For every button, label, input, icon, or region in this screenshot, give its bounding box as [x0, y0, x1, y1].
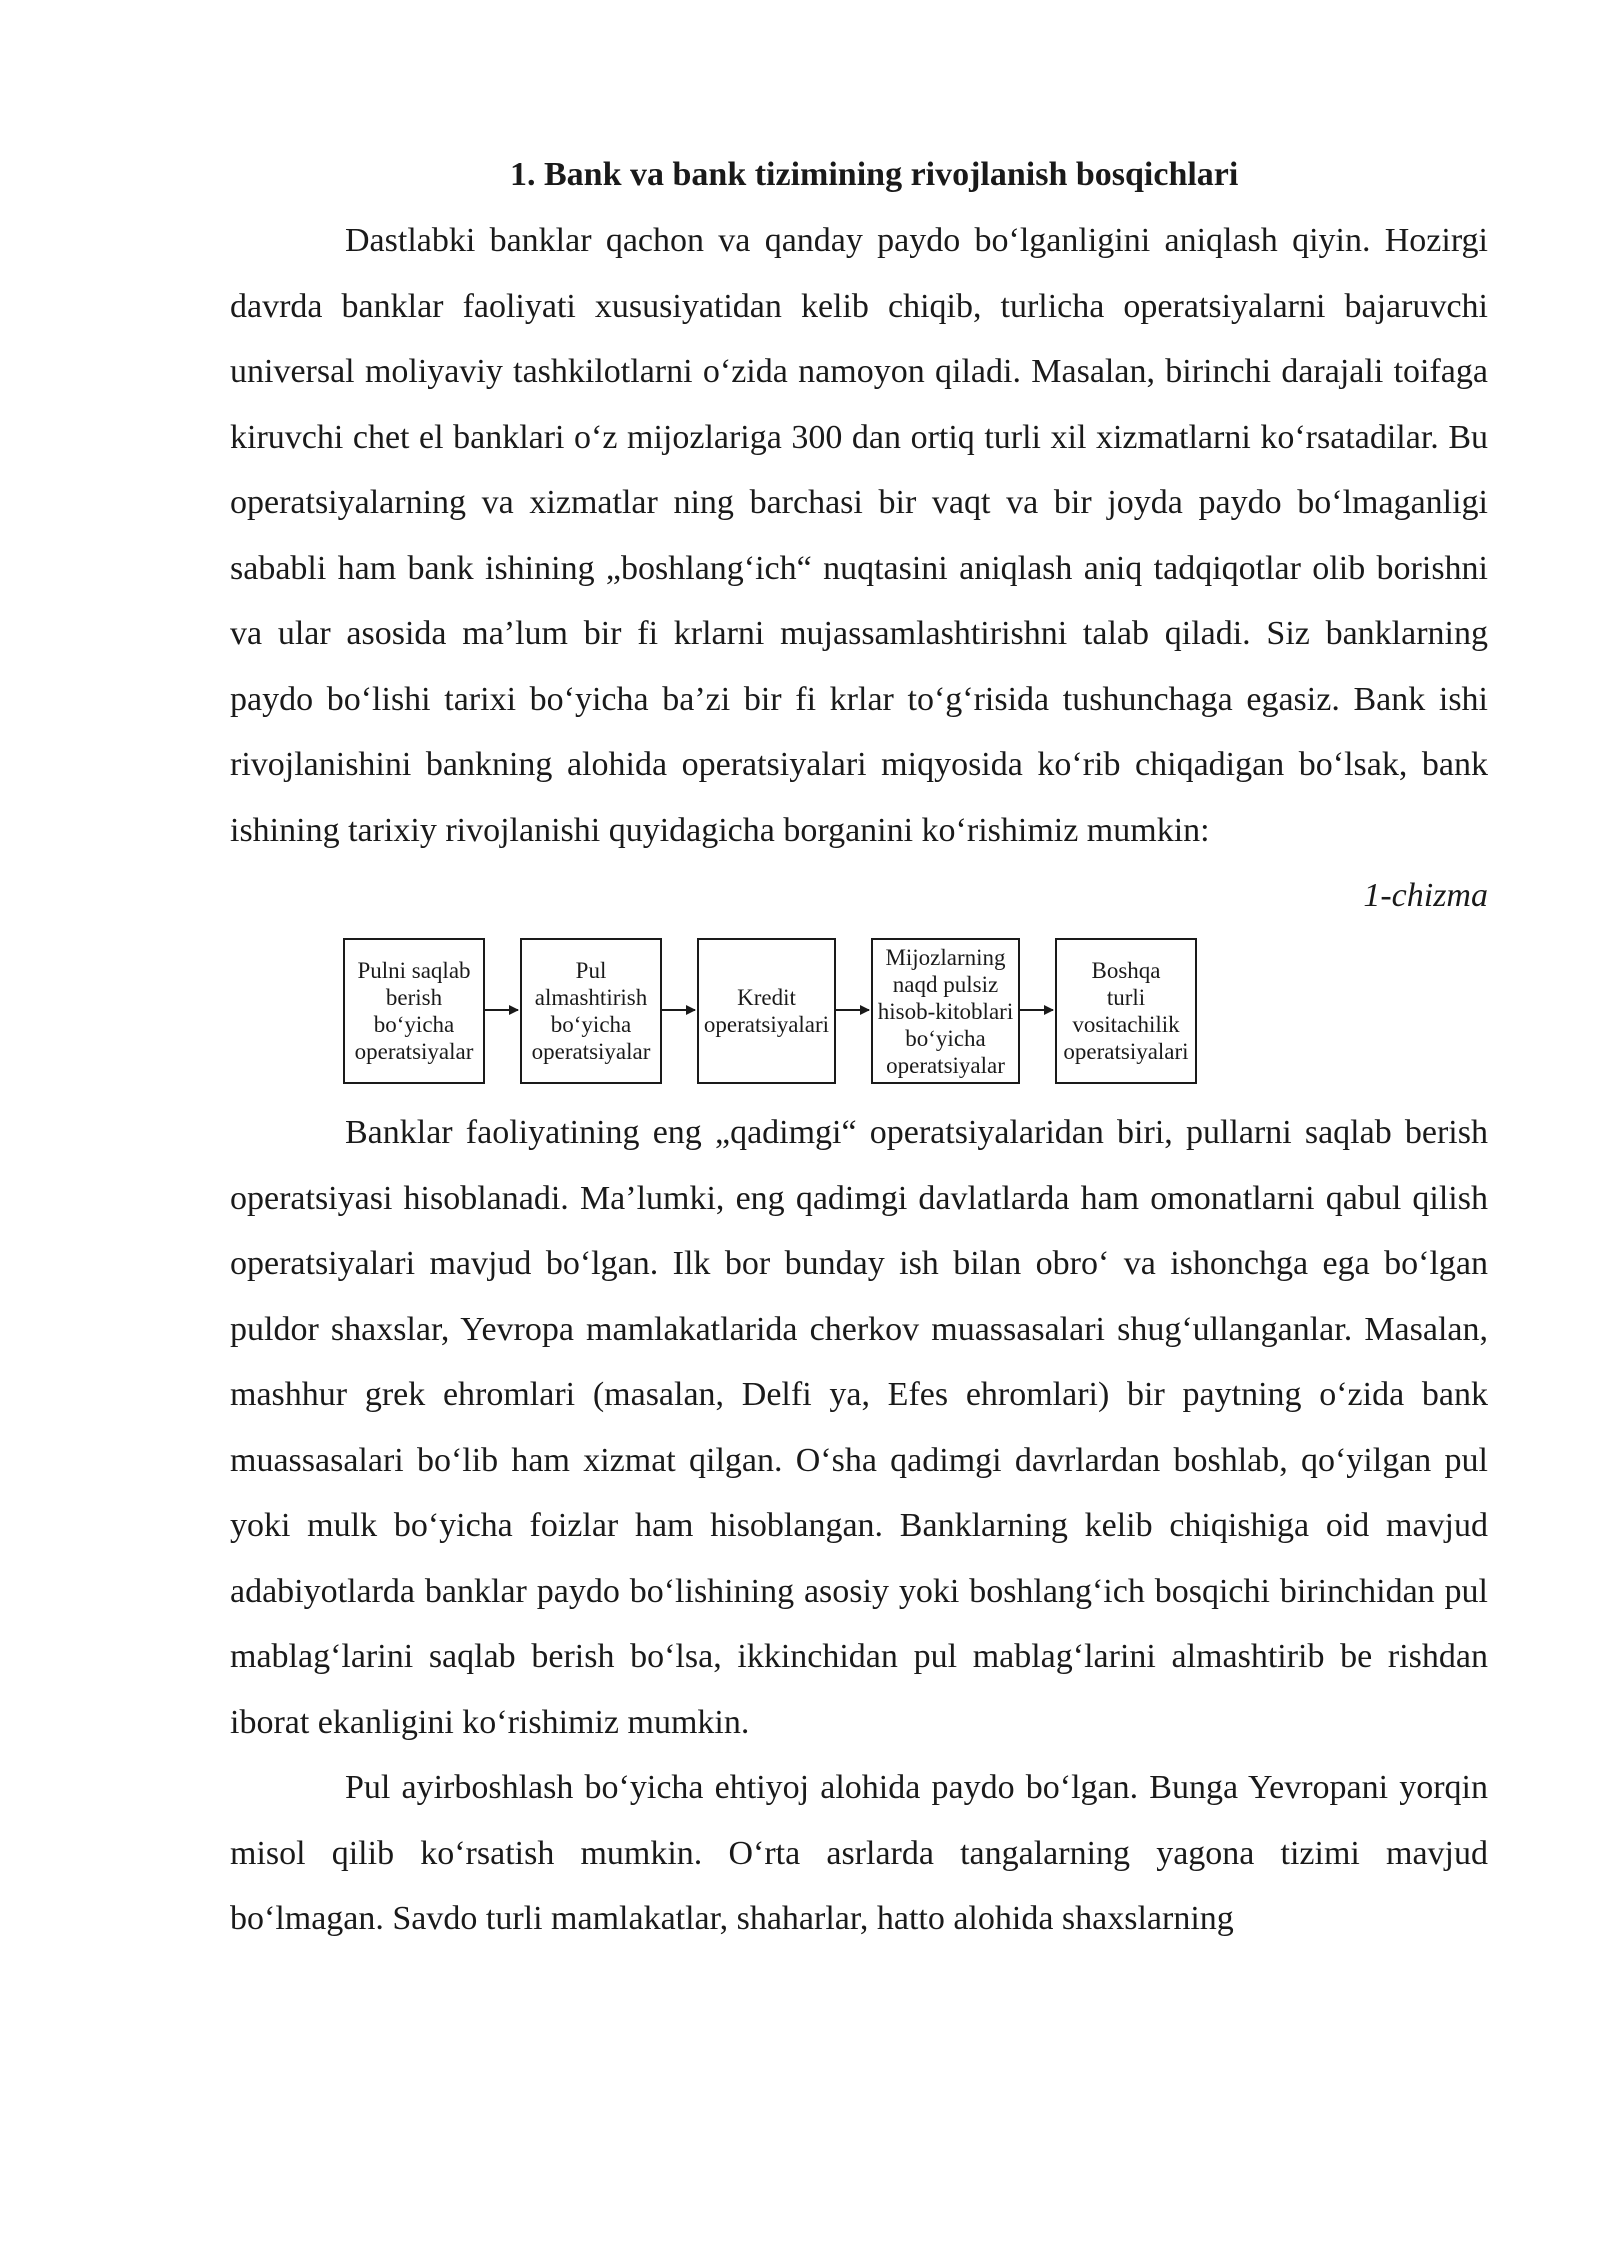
bank-operations-flow-diagram	[230, 928, 1488, 1096]
flow-box-money-storage	[343, 938, 485, 1084]
body-paragraph: Pul ayirboshlash bo‘yicha ehtiyoj alohida paydo bo‘lgan. Bunga Yevropani yorqin misol qilib ko‘rsatish mumkin. O‘rta asrlarda tangalarning yagona tizimi mavjud bo‘lmagan. Savdo turli mamlakatlar, shaharlar, hatto alohida shaxslarning	[230, 1769, 1488, 1937]
flow-box-label: Kredit operatsiyalari	[703, 985, 830, 1037]
flow-box-label: Pulni saqlab berish bo‘yicha operatsiyalar	[354, 958, 474, 1064]
body-paragraph: Banklar faoliyatining eng „qadimgi“ operatsiyalaridan biri, pullarni saqlab berish operatsiyasi hisoblanadi. Ma’lumki, eng qadimgi davlatlarda ham omonatlarni qabul qilish operatsiyalari mavjud bo‘lgan. Ilk bor bunday ish bilan obro‘ va ishonchga ega bo‘lgan puldor shaxslar, Yevropa mamlakatlarida cherkov muassasalari shug‘ullanganlar. Masalan, mashhur grek ehromlari (masalan, Delfi ya, Efes ehromlari) bir paytning o‘zida bank muassasalari bo‘lib ham xizmat qilgan. O‘sha qadimgi davrlardan boshlab, qo‘yilgan pul yoki mulk bo‘yicha foizlar ham hisoblangan. Banklarning kelib chiqishiga oid mavjud adabiyotlarda banklar paydo bo‘lishining asosiy yoki boshlang‘ich bosqichi birinchidan pul mablag‘larini saqlab berish bo‘lsa, ikkinchidan pul mablag‘larini almashtirib be rishdan iborat ekanligini ko‘rishimiz mumkin.	[230, 1114, 1488, 1741]
flow-box-credit	[697, 938, 836, 1084]
flow-box-label: Pul almashtirish bo‘yicha operatsiyalar	[531, 958, 651, 1064]
section-heading: 1. Bank va bank tizimining rivojlanish bosqichlari	[510, 156, 1239, 193]
flow-box-other-intermediary	[1055, 938, 1197, 1084]
flow-box-label: Boshqa turli vositachilik operatsiyalari	[1063, 958, 1189, 1064]
document-page	[230, 150, 1488, 1952]
flow-box-money-exchange	[520, 938, 662, 1084]
flow-box-label: Mijozlarning naqd pulsiz hisob-kitoblari bo‘yicha operatsiyalar	[877, 944, 1014, 1078]
figure-label: 1-chizma	[1363, 877, 1488, 914]
flow-box-cashless-settlements	[871, 938, 1020, 1084]
intro-paragraph: Dastlabki banklar qachon va qanday paydo bo‘lganligini aniqlash qiyin. Hozirgi davrda banklar faoliyati xususiyatidan kelib chiqib, turlicha operatsiyalarni bajaruvchi universal moliyaviy tashkilotlarni o‘zida namoyon qiladi. Masalan, birinchi darajali toifaga kiruvchi chet el banklari o‘z mijozlariga 300 dan ortiq turli xil xizmatlarni ko‘rsatadilar. Bu operatsiyalarning va xizmatlar ning barchasi bir vaqt va bir joyda paydo bo‘lmaganligi sababli ham bank ishining „boshlang‘ich“ nuqtasini aniqlash aniq tadqiqotlar olib borishni va ular asosida ma’lum bir fi krlarni mujassamlashtirishni talab qiladi. Siz banklarning paydo bo‘lishi tarixi bo‘yicha ba’zi bir fi krlar to‘g‘risida tushunchaga egasiz. Bank ishi rivojlanishini bankning alohida operatsiyalari miqyosida ko‘rib chiqadigan bo‘lsak, bank ishining tarixiy rivojlanishi quyidagicha borganini ko‘rishimiz mumkin:	[230, 222, 1488, 849]
